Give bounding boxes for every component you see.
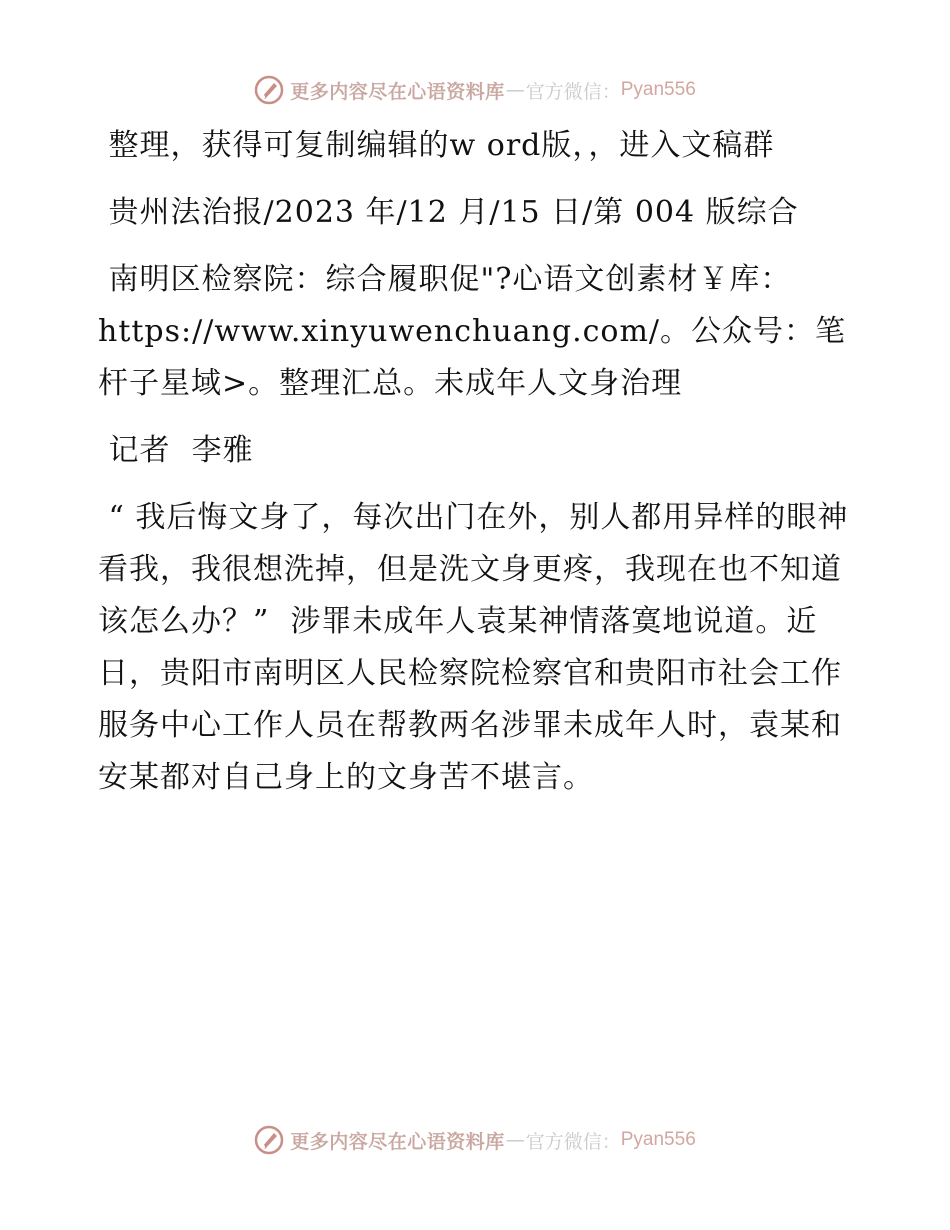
reporter-byline: 记者 李雅 bbox=[98, 433, 254, 468]
banner-wechat-label: 官方微信： bbox=[525, 1130, 621, 1153]
banner-main-text: 更多内容尽在心语资料库 bbox=[290, 80, 505, 103]
intro-paragraph: 整理，获得可复制编辑的w ord版，，进入文稿群 bbox=[98, 128, 775, 163]
banner-wechat-id: Pyan556 bbox=[620, 79, 696, 100]
banner-dash: — bbox=[505, 79, 525, 101]
body-paragraph: “ 我后悔文身了，每次出门在外，别人都用异样的眼神看我，我很想洗掉，但是洗文身更疼，我现在也不知道该怎么办？” 涉罪未成年人袁某神情落寞地说道。近日，贵阳市南明区人民检察院检察官和贵阳市社会工作服务中心工作人员在帮教两名涉罪未成年人时，袁某和安某都对自己身上的文身苦不堪言。 bbox=[98, 500, 849, 795]
footer-watermark-banner bbox=[0, 1120, 950, 1160]
article-body bbox=[98, 120, 850, 819]
header-watermark-banner bbox=[0, 70, 950, 110]
quill-logo-icon bbox=[254, 75, 284, 105]
banner-main-text: 更多内容尽在心语资料库 bbox=[290, 1130, 505, 1153]
headline-paragraph: 南明区检察院：综合履职促"?心语文创素材￥库：https://www.xinyuwenchuang.com/。公众号：笔杆子星域>。整理汇总。未成年人文身治理 bbox=[98, 262, 847, 401]
banner-dash: — bbox=[505, 1129, 525, 1151]
source-line: 贵州法治报/2023 年/12 月/15 日/第 004 版综合 bbox=[98, 195, 799, 230]
banner-wechat-label: 官方微信： bbox=[525, 80, 621, 103]
quill-logo-icon bbox=[254, 1125, 284, 1155]
banner-wechat-id: Pyan556 bbox=[620, 1129, 696, 1150]
